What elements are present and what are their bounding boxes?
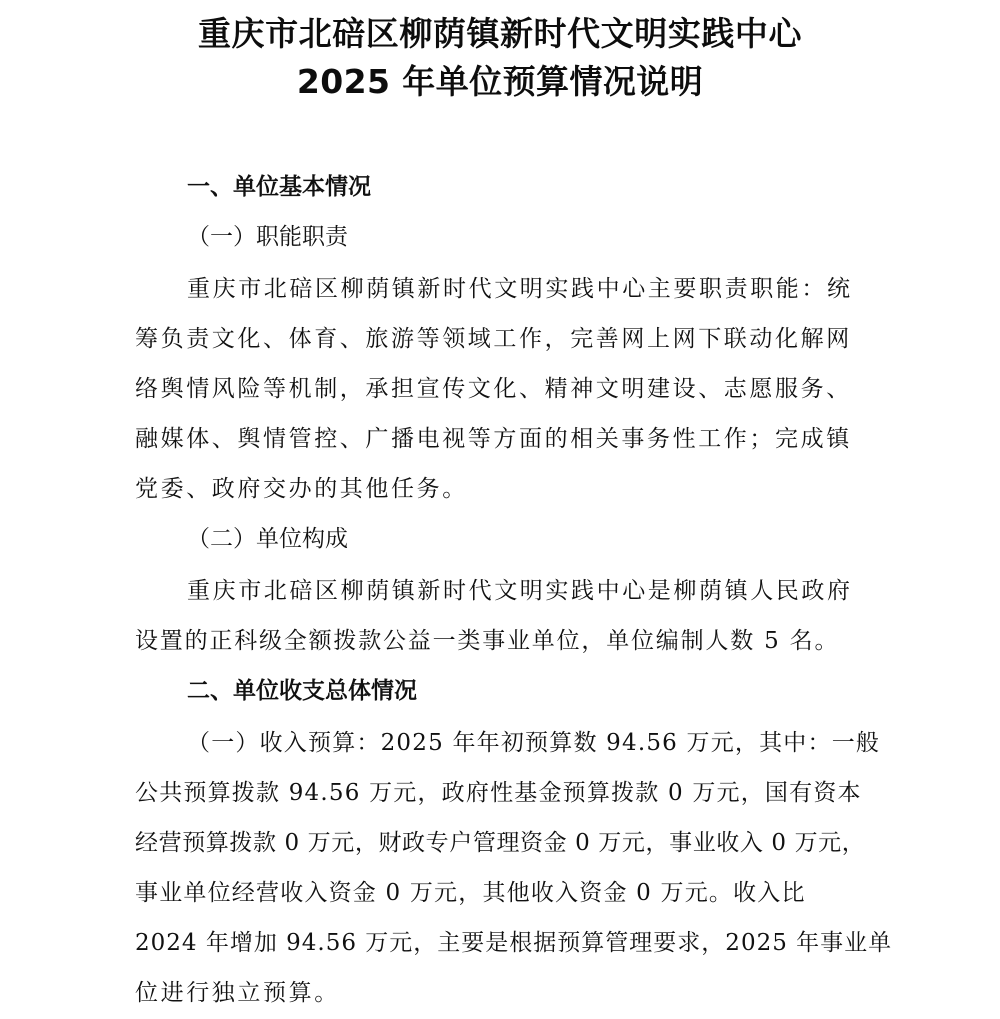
paragraph-line: 2024 年增加 94.56 万元，主要是根据预算管理要求，2025 年事业单 (135, 930, 893, 956)
paragraph-line: 党委、政府交办的其他任务。 (135, 476, 468, 502)
paragraph-line: 络舆情风险等机制，承担宣传文化、精神文明建设、志愿服务、 (135, 376, 852, 402)
paragraph-line: 位进行独立预算。 (135, 980, 340, 1006)
paragraph-line: 筹负责文化、体育、旅游等领域工作，完善网上网下联动化解网 (135, 326, 852, 352)
paragraph-line: 重庆市北碚区柳荫镇新时代文明实践中心是柳荫镇人民政府 (187, 578, 853, 604)
section-2-heading: 二、单位收支总体情况 (187, 678, 417, 704)
document-title-line-2: 2025 年单位预算情况说明 (296, 62, 704, 101)
paragraph-line: （一）收入预算：2025 年年初预算数 94.56 万元，其中：一般 (187, 730, 881, 756)
document-title-line-1: 重庆市北碚区柳荫镇新时代文明实践中心 (198, 14, 802, 53)
paragraph-line: 重庆市北碚区柳荫镇新时代文明实践中心主要职责职能：统 (187, 276, 853, 302)
paragraph-line: 设置的正科级全额拨款公益一类事业单位，单位编制人数 5 名。 (135, 628, 840, 654)
paragraph-line: 事业单位经营收入资金 0 万元，其他收入资金 0 万元。收入比 (135, 880, 806, 906)
section-1-sub-2-heading: （二）单位构成 (187, 526, 348, 552)
paragraph-line: 经营预算拨款 0 万元，财政专户管理资金 0 万元，事业收入 0 万元， (135, 830, 866, 856)
paragraph-line: 融媒体、舆情管控、广播电视等方面的相关事务性工作；完成镇 (135, 426, 852, 452)
paragraph-line: 公共预算拨款 94.56 万元，政府性基金预算拨款 0 万元，国有资本 (135, 780, 862, 806)
section-1-sub-1-heading: （一）职能职责 (187, 224, 348, 250)
section-1-heading: 一、单位基本情况 (187, 174, 371, 200)
